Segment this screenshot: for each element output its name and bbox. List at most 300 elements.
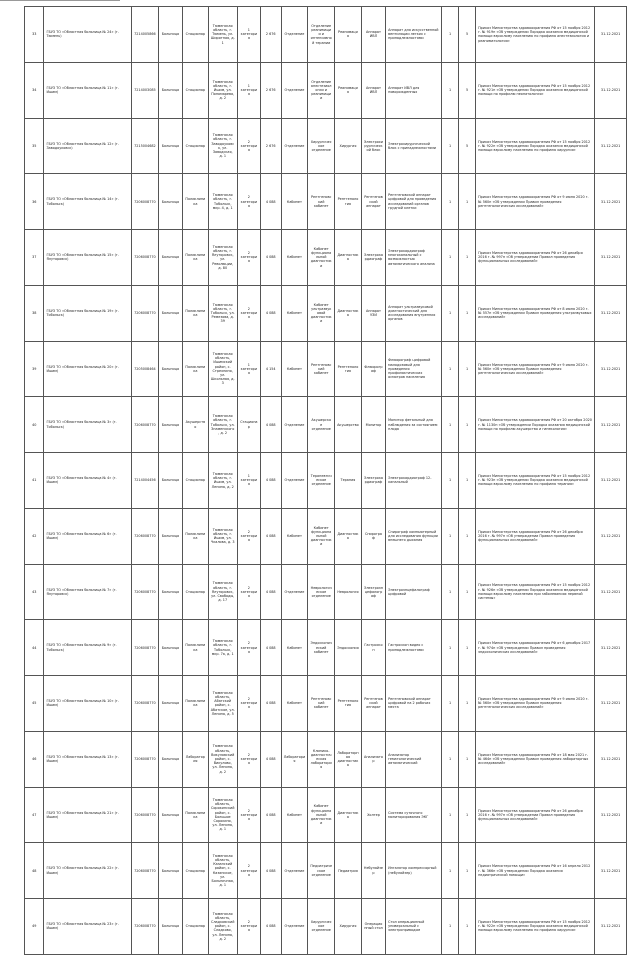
cell-type: Больница	[158, 397, 182, 453]
cell-qty1: 1	[442, 118, 459, 174]
cell-desc: Аппарат ультразвуковой диагностический для исследования внутренних органов	[386, 285, 442, 341]
cell-cat: Кабинет	[281, 341, 308, 397]
top-rule	[0, 0, 120, 1]
cell-qty1: 1	[442, 62, 459, 118]
cell-qty1: 1	[442, 230, 459, 286]
cell-class: 2 категория	[237, 564, 260, 620]
table-row	[25, 453, 627, 509]
cell-cat: Кабинет	[281, 620, 308, 676]
cell-price: 2 676	[260, 7, 281, 63]
cell-inst: ГБУЗ ТО «Областная больница № 13» (г. Ишим)	[44, 731, 132, 787]
cell-ctrl: Диагностика	[335, 285, 362, 341]
cell-mat: Электрохирургический блок	[361, 118, 385, 174]
cell-ctrl: Рентгенология	[335, 174, 362, 230]
cell-ctrl: Хирургия	[335, 118, 362, 174]
cell-price: 4 088	[260, 174, 281, 230]
cell-date: 31.12.2021	[595, 341, 627, 397]
cell-num: 37	[25, 230, 44, 286]
cell-desc: Система суточного мониторирования ЭКГ	[386, 787, 442, 843]
cell-addr: Тюменская область, г. Тобольск, мкр. 7а, д. 1	[208, 620, 237, 676]
cell-price: 4 088	[260, 230, 281, 286]
cell-basis: Приказ Министерства здравоохранения РФ от 15 ноября 2012 г. № 919н «Об утверждении Порядка оказания медицинской помощи взрослому населению по профилю анестезиология и реаниматология»	[476, 7, 595, 63]
cell-mat: Рентгеновский аппарат	[361, 174, 385, 230]
cell-qty2: 1	[459, 174, 476, 230]
cell-qty2: 1	[459, 731, 476, 787]
cell-date: 31.12.2021	[595, 731, 627, 787]
cell-type: Больница	[158, 620, 182, 676]
cell-cond: Рентгеновский кабинет	[308, 341, 335, 397]
cell-ctrl: Лабораторная диагностика	[335, 731, 362, 787]
cell-qty2: 1	[459, 899, 476, 955]
cell-date: 31.12.2021	[595, 787, 627, 843]
cell-inst: ГБУЗ ТО «Областная больница № 4» (г. Ишим)	[44, 453, 132, 509]
table-row	[25, 843, 627, 899]
cell-basis: Приказ Министерства здравоохранения РФ от 15 ноября 2012 г. № 922н «Об утверждении Порядка оказания медицинской помощи взрослому населению по профилю хирургия»	[476, 118, 595, 174]
cell-num: 44	[25, 620, 44, 676]
cell-code: 7206008770	[132, 620, 159, 676]
cell-spec: Стационар	[183, 453, 209, 509]
cell-type: Больница	[158, 7, 182, 63]
cell-desc: Ингалятор компрессорный (небулайзер)	[386, 843, 442, 899]
cell-price: 4 154	[260, 341, 281, 397]
cell-cat: Лаборатория	[281, 731, 308, 787]
cell-inst: ГБУЗ ТО «Областная больница № 10» (г. Ишим)	[44, 676, 132, 732]
cell-addr: Тюменская область, г. Ишим, ул. Чкалова, д. 3	[208, 508, 237, 564]
cell-spec: Поликлиника	[183, 230, 209, 286]
cell-price: 2 676	[260, 118, 281, 174]
cell-inst: ГБУЗ ТО «Областная больница № 9» (г. Тобольск)	[44, 620, 132, 676]
cell-basis: Приказ Министерства здравоохранения РФ от 8 июня 2020 г. № 557н «Об утверждении Правил проведения ультразвуковых исследований»	[476, 285, 595, 341]
cell-cond: Эндоскопический кабинет	[308, 620, 335, 676]
cell-cond: Хирургическое отделение	[308, 118, 335, 174]
cell-price: 4 088	[260, 508, 281, 564]
cell-inst: ГБУЗ ТО «Областная больница № 7» (г. Ялуторовск)	[44, 564, 132, 620]
cell-price: 4 088	[260, 285, 281, 341]
cell-desc: Электроэнцефалограф цифровой	[386, 564, 442, 620]
table-row	[25, 787, 627, 843]
cell-code: 7214004456	[132, 453, 159, 509]
cell-ctrl: Диагностика	[335, 787, 362, 843]
cell-ctrl: Диагностика	[335, 508, 362, 564]
equipment-table	[24, 6, 627, 955]
cell-num: 47	[25, 787, 44, 843]
cell-cond: Отделение реанимации и интенсивной терапии	[308, 7, 335, 63]
cell-price: 4 088	[260, 453, 281, 509]
cell-qty1: 1	[442, 787, 459, 843]
cell-addr: Тюменская область, г. Ялуторовск, ул. Революции, д. 80	[208, 230, 237, 286]
cell-num: 49	[25, 899, 44, 955]
cell-basis: Приказ Министерства здравоохранения РФ от 15 ноября 2012 г. № 923н «Об утверждении Порядка оказания медицинской помощи взрослому населению по профилю терапия»	[476, 453, 595, 509]
cell-code: 7206008770	[132, 787, 159, 843]
cell-num: 39	[25, 341, 44, 397]
cell-qty1: 1	[442, 676, 459, 732]
cell-ctrl: Диагностика	[335, 230, 362, 286]
cell-qty2: 1	[459, 676, 476, 732]
cell-date: 31.12.2021	[595, 397, 627, 453]
cell-price: 4 088	[260, 620, 281, 676]
cell-class: 2 категория	[237, 899, 260, 955]
cell-ctrl: Неврология	[335, 564, 362, 620]
cell-spec: Поликлиника	[183, 174, 209, 230]
cell-desc: Гастроскоп видео с принадлежностями	[386, 620, 442, 676]
cell-price: 4 088	[260, 676, 281, 732]
cell-ctrl: Рентгенология	[335, 341, 362, 397]
cell-addr: Тюменская область, г. Тюмень, ул. Широтная, д. 1	[208, 7, 237, 63]
cell-qty1: 1	[442, 7, 459, 63]
cell-mat: Аппарат ИВЛ	[361, 62, 385, 118]
cell-desc: Анализатор гематологический автоматический	[386, 731, 442, 787]
cell-qty2: 1	[459, 341, 476, 397]
cell-cat: Кабинет	[281, 174, 308, 230]
cell-class: Стационар	[237, 397, 260, 453]
cell-ctrl: Педиатрия	[335, 843, 362, 899]
cell-cat: Отделение	[281, 397, 308, 453]
cell-type: Больница	[158, 174, 182, 230]
cell-addr: Тюменская область, г. Ишим, ул. Ленина, д. 2	[208, 453, 237, 509]
cell-qty2: 1	[459, 508, 476, 564]
cell-num: 33	[25, 7, 44, 63]
cell-mat: Электрокардиограф	[361, 453, 385, 509]
cell-spec: Поликлиника	[183, 508, 209, 564]
cell-mat: Электроэнцефалограф	[361, 564, 385, 620]
cell-cond: Рентгеновский кабинет	[308, 676, 335, 732]
cell-qty2: 1	[459, 453, 476, 509]
cell-basis: Приказ Министерства здравоохранения РФ от 26 декабря 2016 г. № 997н «Об утверждении Правил проведения функциональных исследований»	[476, 508, 595, 564]
cell-class: 2 категория	[237, 787, 260, 843]
table-row	[25, 397, 627, 453]
cell-type: Больница	[158, 899, 182, 955]
cell-class: 2 категория	[237, 174, 260, 230]
cell-inst: ГБУЗ ТО «Областная больница № 6» (г. Ишим)	[44, 508, 132, 564]
table-row	[25, 174, 627, 230]
cell-basis: Приказ Министерства здравоохранения РФ от 9 июня 2020 г. № 560н «Об утверждении Правил проведения рентгенологических исследований»	[476, 676, 595, 732]
cell-cat: Отделение	[281, 843, 308, 899]
cell-basis: Приказ Министерства здравоохранения РФ от 15 ноября 2012 г. № 926н «Об утверждении Порядка оказания медицинской помощи взрослому населению при заболеваниях нервной системы»	[476, 564, 595, 620]
cell-desc: Аппарат для искусственной вентиляции легких с принадлежностями	[386, 7, 442, 63]
cell-addr: Тюменская область, г. Тобольск, мкр. 4, д. 1	[208, 174, 237, 230]
cell-spec: Поликлиника	[183, 341, 209, 397]
cell-class: 2 категория	[237, 118, 260, 174]
cell-num: 48	[25, 843, 44, 899]
cell-mat: Аппарат УЗИ	[361, 285, 385, 341]
cell-class: 2 категория	[237, 230, 260, 286]
cell-code: 7206008770	[132, 564, 159, 620]
cell-code: 7205008464	[132, 341, 159, 397]
cell-qty1: 1	[442, 174, 459, 230]
cell-code: 7206008770	[132, 230, 159, 286]
cell-mat: Монитор	[361, 397, 385, 453]
cell-addr: Тюменская область, Викуловский район, с. Викулово, ул. Ленина, д. 2	[208, 731, 237, 787]
cell-cond: Клинико-диагностическая лаборатория	[308, 731, 335, 787]
cell-basis: Приказ Министерства здравоохранения РФ от 20 октября 2020 г. № 1130н «Об утверждении Порядка оказания медицинской помощи по профилю акушерство и гинекология»	[476, 397, 595, 453]
cell-cat: Кабинет	[281, 676, 308, 732]
cell-cond: Терапевтическое отделение	[308, 453, 335, 509]
cell-cat: Кабинет	[281, 787, 308, 843]
cell-num: 42	[25, 508, 44, 564]
cell-inst: ГБУЗ ТО «Областная больница № 23» (г. Ишим)	[44, 899, 132, 955]
cell-cond: Кабинет ультразвуковой диагностики	[308, 285, 335, 341]
cell-date: 31.12.2021	[595, 676, 627, 732]
cell-basis: Приказ Министерства здравоохранения РФ от 18 мая 2021 г. № 464н «Об утверждении Правил проведения лабораторных исследований»	[476, 731, 595, 787]
table-row	[25, 564, 627, 620]
cell-qty2: 5	[459, 7, 476, 63]
cell-qty1: 1	[442, 397, 459, 453]
cell-qty2: 1	[459, 230, 476, 286]
cell-code: 7206008770	[132, 397, 159, 453]
cell-cond: Кабинет функциональной диагностики	[308, 230, 335, 286]
cell-class: 1 категория	[237, 341, 260, 397]
cell-date: 31.12.2021	[595, 564, 627, 620]
cell-desc: Спирограф компьютерный для исследования функции внешнего дыхания	[386, 508, 442, 564]
cell-spec: Стационар	[183, 564, 209, 620]
cell-cond: Рентгеновский кабинет	[308, 174, 335, 230]
cell-cond: Акушерское отделение	[308, 397, 335, 453]
cell-type: Больница	[158, 731, 182, 787]
cell-spec: Поликлиника	[183, 285, 209, 341]
cell-addr: Тюменская область, г. Заводоуковск, ул. Заводская, д. 1	[208, 118, 237, 174]
cell-code: 7215004682	[132, 118, 159, 174]
cell-class: 1 категория	[237, 7, 260, 63]
cell-date: 31.12.2021	[595, 62, 627, 118]
table-body	[25, 7, 627, 955]
cell-cond: Неврологическое отделение	[308, 564, 335, 620]
cell-num: 46	[25, 731, 44, 787]
cell-date: 31.12.2021	[595, 620, 627, 676]
cell-num: 34	[25, 62, 44, 118]
table-row	[25, 62, 627, 118]
cell-code: 7206008770	[132, 843, 159, 899]
cell-spec: Акушерство	[183, 397, 209, 453]
cell-date: 31.12.2021	[595, 899, 627, 955]
cell-addr: Тюменская область, Казанский район, с. Казанское, ул. Больничная, д. 1	[208, 843, 237, 899]
cell-addr: Тюменская область, г. Тобольск, ул. Знаменского, д. 2	[208, 397, 237, 453]
cell-qty2: 1	[459, 285, 476, 341]
cell-desc: Аппарат ИВЛ для новорожденных	[386, 62, 442, 118]
cell-mat: Спирограф	[361, 508, 385, 564]
cell-cond: Кабинет функциональной диагностики	[308, 787, 335, 843]
cell-class: 2 категория	[237, 620, 260, 676]
cell-code: 7214003085	[132, 62, 159, 118]
cell-inst: ГБУЗ ТО «Областная больница № 19» (г. Тобольск)	[44, 285, 132, 341]
cell-ctrl: Рентгенология	[335, 676, 362, 732]
cell-qty1: 1	[442, 899, 459, 955]
cell-qty1: 1	[442, 341, 459, 397]
cell-type: Больница	[158, 285, 182, 341]
cell-class: 1 категория	[237, 453, 260, 509]
cell-type: Больница	[158, 564, 182, 620]
cell-price: 4 088	[260, 731, 281, 787]
cell-basis: Приказ Министерства здравоохранения РФ от 15 ноября 2012 г. № 921н «Об утверждении Порядка оказания медицинской помощи по профилю неонатология»	[476, 62, 595, 118]
table-row	[25, 285, 627, 341]
cell-class: 2 категория	[237, 676, 260, 732]
cell-price: 4 088	[260, 899, 281, 955]
cell-code: 7206008770	[132, 174, 159, 230]
cell-basis: Приказ Министерства здравоохранения РФ от 9 июня 2020 г. № 560н «Об утверждении Правил проведения рентгенологических исследований»	[476, 341, 595, 397]
cell-basis: Приказ Министерства здравоохранения РФ от 16 апреля 2012 г. № 366н «Об утверждении Порядка оказания педиатрической помощи»	[476, 843, 595, 899]
cell-mat: Анализатор	[361, 731, 385, 787]
cell-num: 36	[25, 174, 44, 230]
cell-class: 2 категория	[237, 508, 260, 564]
cell-qty1: 1	[442, 620, 459, 676]
cell-mat: Флюорограф	[361, 341, 385, 397]
cell-cat: Отделение	[281, 62, 308, 118]
cell-addr: Тюменская область, Сладковский район, с. Сладково, ул. Ленина, д. 2	[208, 899, 237, 955]
cell-inst: ГБУЗ ТО «Областная больница № 3» (г. Тобольск)	[44, 397, 132, 453]
cell-qty2: 1	[459, 787, 476, 843]
cell-price: 4 088	[260, 787, 281, 843]
cell-desc: Стол операционный универсальный с электроприводом	[386, 899, 442, 955]
cell-cond: Хирургическое отделение	[308, 899, 335, 955]
cell-cat: Отделение	[281, 564, 308, 620]
cell-basis: Приказ Министерства здравоохранения РФ от 9 июня 2020 г. № 560н «Об утверждении Правил проведения рентгенологических исследований»	[476, 174, 595, 230]
cell-code: 7214005866	[132, 7, 159, 63]
cell-mat: Гастроскоп	[361, 620, 385, 676]
cell-date: 31.12.2021	[595, 508, 627, 564]
cell-spec: Стационар	[183, 62, 209, 118]
cell-cat: Кабинет	[281, 285, 308, 341]
cell-qty1: 1	[442, 731, 459, 787]
cell-desc: Рентгеновский аппарат цифровой для проведения исследований органов грудной клетки	[386, 174, 442, 230]
cell-type: Больница	[158, 453, 182, 509]
cell-qty1: 1	[442, 508, 459, 564]
cell-inst: ГБУЗ ТО «Областная больница № 11» (г. Ишим)	[44, 62, 132, 118]
cell-spec: Поликлиника	[183, 787, 209, 843]
cell-mat: Аппарат ИВЛ	[361, 7, 385, 63]
cell-desc: Электрохирургический блок с принадлежностями	[386, 118, 442, 174]
cell-inst: ГБУЗ ТО «Областная больница № 12» (г. Заводоуковск)	[44, 118, 132, 174]
cell-code: 7206008770	[132, 731, 159, 787]
cell-date: 31.12.2021	[595, 453, 627, 509]
cell-inst: ГБУЗ ТО «Областная больница № 22» (г. Ишим)	[44, 843, 132, 899]
cell-class: 2 категория	[237, 843, 260, 899]
cell-cat: Отделение	[281, 453, 308, 509]
cell-class: 1 категория	[237, 62, 260, 118]
cell-ctrl: Терапия	[335, 453, 362, 509]
cell-date: 31.12.2021	[595, 843, 627, 899]
cell-type: Больница	[158, 341, 182, 397]
cell-ctrl: Акушерство	[335, 397, 362, 453]
cell-ctrl: Хирургия	[335, 899, 362, 955]
cell-basis: Приказ Министерства здравоохранения РФ от 26 декабря 2016 г. № 997н «Об утверждении Правил проведения функциональных исследований»	[476, 230, 595, 286]
cell-spec: Стационар	[183, 118, 209, 174]
cell-qty2: 5	[459, 62, 476, 118]
cell-desc: Монитор фетальный для наблюдения за состоянием плода	[386, 397, 442, 453]
cell-qty1: 1	[442, 564, 459, 620]
cell-date: 31.12.2021	[595, 7, 627, 63]
cell-spec: Поликлиника	[183, 620, 209, 676]
cell-num: 43	[25, 564, 44, 620]
cell-inst: ГБУЗ ТО «Областная больница № 14» (г. Тобольск)	[44, 174, 132, 230]
cell-qty1: 1	[442, 843, 459, 899]
cell-mat: Операционный стол	[361, 899, 385, 955]
cell-desc: Электрокардиограф многоканальный с возможностью автоматического анализа	[386, 230, 442, 286]
cell-spec: Стационар	[183, 843, 209, 899]
cell-inst: ГБУЗ ТО «Областная больница № 24» (г. Тюмень)	[44, 7, 132, 63]
cell-mat: Небулайзер	[361, 843, 385, 899]
cell-price: 4 088	[260, 843, 281, 899]
cell-ctrl: Эндоскопия	[335, 620, 362, 676]
cell-desc: Флюорограф цифровой малодозовый для проведения профилактических осмотров населения	[386, 341, 442, 397]
table-row	[25, 341, 627, 397]
cell-code: 7206008770	[132, 899, 159, 955]
cell-qty2: 5	[459, 118, 476, 174]
cell-ctrl: Реанимация	[335, 7, 362, 63]
cell-spec: Поликлиника	[183, 676, 209, 732]
cell-date: 31.12.2021	[595, 230, 627, 286]
cell-cond: Кабинет функциональной диагностики	[308, 508, 335, 564]
cell-date: 31.12.2021	[595, 118, 627, 174]
cell-date: 31.12.2021	[595, 174, 627, 230]
cell-type: Больница	[158, 508, 182, 564]
cell-cat: Кабинет	[281, 508, 308, 564]
cell-code: 7206008770	[132, 285, 159, 341]
cell-mat: Рентгеновский аппарат	[361, 676, 385, 732]
table-row	[25, 508, 627, 564]
cell-qty1: 1	[442, 285, 459, 341]
cell-type: Больница	[158, 676, 182, 732]
cell-inst: ГБУЗ ТО «Областная больница № 15» (г. Ялуторовск)	[44, 230, 132, 286]
cell-addr: Тюменская область, Ишимский район, с. Стрехнино, ул. Школьная, д. 3	[208, 341, 237, 397]
cell-qty2: 1	[459, 564, 476, 620]
cell-price: 4 088	[260, 564, 281, 620]
cell-class: 2 категория	[237, 731, 260, 787]
cell-type: Больница	[158, 62, 182, 118]
cell-price: 4 088	[260, 397, 281, 453]
cell-num: 35	[25, 118, 44, 174]
cell-addr: Тюменская область, г. Ишим, ул. Пономарева, д. 2	[208, 62, 237, 118]
cell-addr: Тюменская область, г. Ялуторовск, ул. Свободы, д. 17	[208, 564, 237, 620]
cell-addr: Тюменская область, Сорокинский район, с. Большое Сорокино, ул. Ленина, д. 1	[208, 787, 237, 843]
cell-qty2: 1	[459, 843, 476, 899]
cell-price: 2 676	[260, 62, 281, 118]
cell-qty2: 1	[459, 397, 476, 453]
cell-type: Больница	[158, 843, 182, 899]
cell-spec: Стационар	[183, 899, 209, 955]
cell-type: Больница	[158, 118, 182, 174]
cell-ctrl: Реанимация	[335, 62, 362, 118]
cell-type: Больница	[158, 787, 182, 843]
cell-type: Больница	[158, 230, 182, 286]
cell-num: 38	[25, 285, 44, 341]
cell-desc: Электрокардиограф 12-канальный	[386, 453, 442, 509]
cell-spec: Стационар	[183, 7, 209, 63]
cell-num: 45	[25, 676, 44, 732]
cell-addr: Тюменская область, г. Тобольск, ул. Ремезова, д. 39	[208, 285, 237, 341]
cell-inst: ГБУЗ ТО «Областная больница № 20» (г. Ишим)	[44, 341, 132, 397]
table-row	[25, 118, 627, 174]
cell-num: 41	[25, 453, 44, 509]
cell-cat: Отделение	[281, 899, 308, 955]
cell-num: 40	[25, 397, 44, 453]
cell-basis: Приказ Министерства здравоохранения РФ от 6 декабря 2017 г. № 974н «Об утверждении Правил проведения эндоскопических исследований»	[476, 620, 595, 676]
cell-cat: Отделение	[281, 7, 308, 63]
cell-date: 31.12.2021	[595, 285, 627, 341]
table-row	[25, 899, 627, 955]
cell-spec: Лаборатория	[183, 731, 209, 787]
table-row	[25, 620, 627, 676]
cell-qty1: 1	[442, 453, 459, 509]
cell-cond: Отделение анестезиологии и реанимации	[308, 62, 335, 118]
cell-qty2: 1	[459, 620, 476, 676]
cell-inst: ГБУЗ ТО «Областная больница № 21» (г. Ишим)	[44, 787, 132, 843]
cell-cat: Отделение	[281, 118, 308, 174]
cell-basis: Приказ Министерства здравоохранения РФ от 15 ноября 2012 г. № 922н «Об утверждении Порядка оказания медицинской помощи взрослому населению по профилю хирургия»	[476, 899, 595, 955]
cell-mat: Холтер	[361, 787, 385, 843]
table-row	[25, 676, 627, 732]
cell-cat: Кабинет	[281, 230, 308, 286]
table-row	[25, 230, 627, 286]
table-row	[25, 731, 627, 787]
